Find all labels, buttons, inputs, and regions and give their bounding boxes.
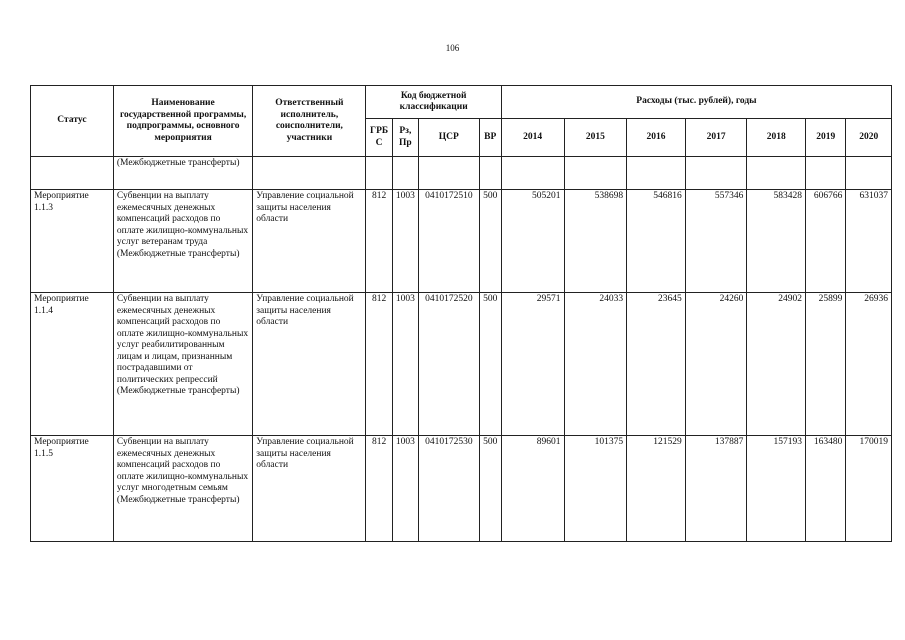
cell-value	[685, 157, 747, 190]
header-name: Наименование государственной программы, подпрограммы, основного мероприятия	[113, 86, 252, 157]
cell-value: 157193	[747, 436, 806, 542]
table-row-continuation	[31, 157, 892, 190]
header-row-1	[31, 86, 892, 119]
cell-csr: 0410172530	[419, 436, 480, 542]
cell-grbs: 812	[366, 436, 392, 542]
cell-rzpr: 1003	[392, 190, 418, 293]
cell-executor: Управление социальной защиты населения области	[253, 190, 366, 293]
cell-grbs	[366, 157, 392, 190]
cell-value	[747, 157, 806, 190]
cell-status: Мероприятие 1.1.4	[31, 293, 114, 436]
header-expenses: Расходы (тыс. рублей), годы	[501, 86, 891, 119]
cell-vr: 500	[479, 436, 501, 542]
header-year: 2019	[806, 119, 846, 157]
header-rzpr: Рз, Пр	[392, 119, 418, 157]
cell-name: Субвенции на выплату ежемесячных денежных компенсаций расходов по оплате жилищно-коммунальных услуг ветеранам труда (Межбюджетные трансферты)	[113, 190, 252, 293]
cell-value: 25899	[806, 293, 846, 436]
cell-value: 557346	[685, 190, 747, 293]
cell-csr: 0410172520	[419, 293, 480, 436]
cell-vr: 500	[479, 190, 501, 293]
cell-rzpr	[392, 157, 418, 190]
cell-csr: 0410172510	[419, 190, 480, 293]
cell-vr	[479, 157, 501, 190]
header-year: 2015	[564, 119, 627, 157]
cell-value: 23645	[627, 293, 686, 436]
cell-value: 170019	[846, 436, 892, 542]
page-number: 106	[445, 43, 460, 53]
header-budget-code: Код бюджетной классификации	[366, 86, 501, 119]
cell-value	[564, 157, 627, 190]
cell-csr	[419, 157, 480, 190]
header-year: 2020	[846, 119, 892, 157]
table-row	[31, 436, 892, 542]
cell-value: 163480	[806, 436, 846, 542]
cell-value: 29571	[501, 293, 564, 436]
header-year: 2017	[685, 119, 747, 157]
cell-value	[501, 157, 564, 190]
cell-executor: Управление социальной защиты населения области	[253, 293, 366, 436]
cell-name: (Межбюджетные трансферты)	[113, 157, 252, 190]
budget-table	[30, 85, 892, 542]
header-year: 2014	[501, 119, 564, 157]
cell-value: 137887	[685, 436, 747, 542]
cell-rzpr: 1003	[392, 436, 418, 542]
cell-value: 538698	[564, 190, 627, 293]
cell-status	[31, 157, 114, 190]
cell-value: 121529	[627, 436, 686, 542]
cell-status: Мероприятие 1.1.3	[31, 190, 114, 293]
cell-rzpr: 1003	[392, 293, 418, 436]
cell-executor: Управление социальной защиты населения области	[253, 436, 366, 542]
header-status: Статус	[31, 86, 114, 157]
cell-value	[627, 157, 686, 190]
header-csr: ЦСР	[419, 119, 480, 157]
cell-grbs: 812	[366, 190, 392, 293]
table-row	[31, 190, 892, 293]
cell-value: 505201	[501, 190, 564, 293]
cell-value: 24260	[685, 293, 747, 436]
header-year: 2018	[747, 119, 806, 157]
header-year: 2016	[627, 119, 686, 157]
cell-value	[846, 157, 892, 190]
cell-value: 583428	[747, 190, 806, 293]
cell-value: 89601	[501, 436, 564, 542]
cell-value: 101375	[564, 436, 627, 542]
cell-value: 26936	[846, 293, 892, 436]
cell-vr: 500	[479, 293, 501, 436]
cell-value: 24902	[747, 293, 806, 436]
header-grbs: ГРБС	[366, 119, 392, 157]
cell-value: 606766	[806, 190, 846, 293]
cell-name: Субвенции на выплату ежемесячных денежных компенсаций расходов по оплате жилищно-коммунальных услуг реабилитированным лицам и лицам, признанным пострадавшими от политических репрессий (Межбюджетные трансферты)	[113, 293, 252, 436]
header-executor: Ответственный исполнитель, соисполнители, участники	[253, 86, 366, 157]
cell-value	[806, 157, 846, 190]
cell-grbs: 812	[366, 293, 392, 436]
cell-value: 546816	[627, 190, 686, 293]
cell-name: Субвенции на выплату ежемесячных денежных компенсаций расходов по оплате жилищно-коммунальных услуг многодетным семьям (Межбюджетные трансферты)	[113, 436, 252, 542]
cell-value: 631037	[846, 190, 892, 293]
header-vr: ВР	[479, 119, 501, 157]
cell-value: 24033	[564, 293, 627, 436]
cell-executor	[253, 157, 366, 190]
table-row	[31, 293, 892, 436]
cell-status: Мероприятие 1.1.5	[31, 436, 114, 542]
